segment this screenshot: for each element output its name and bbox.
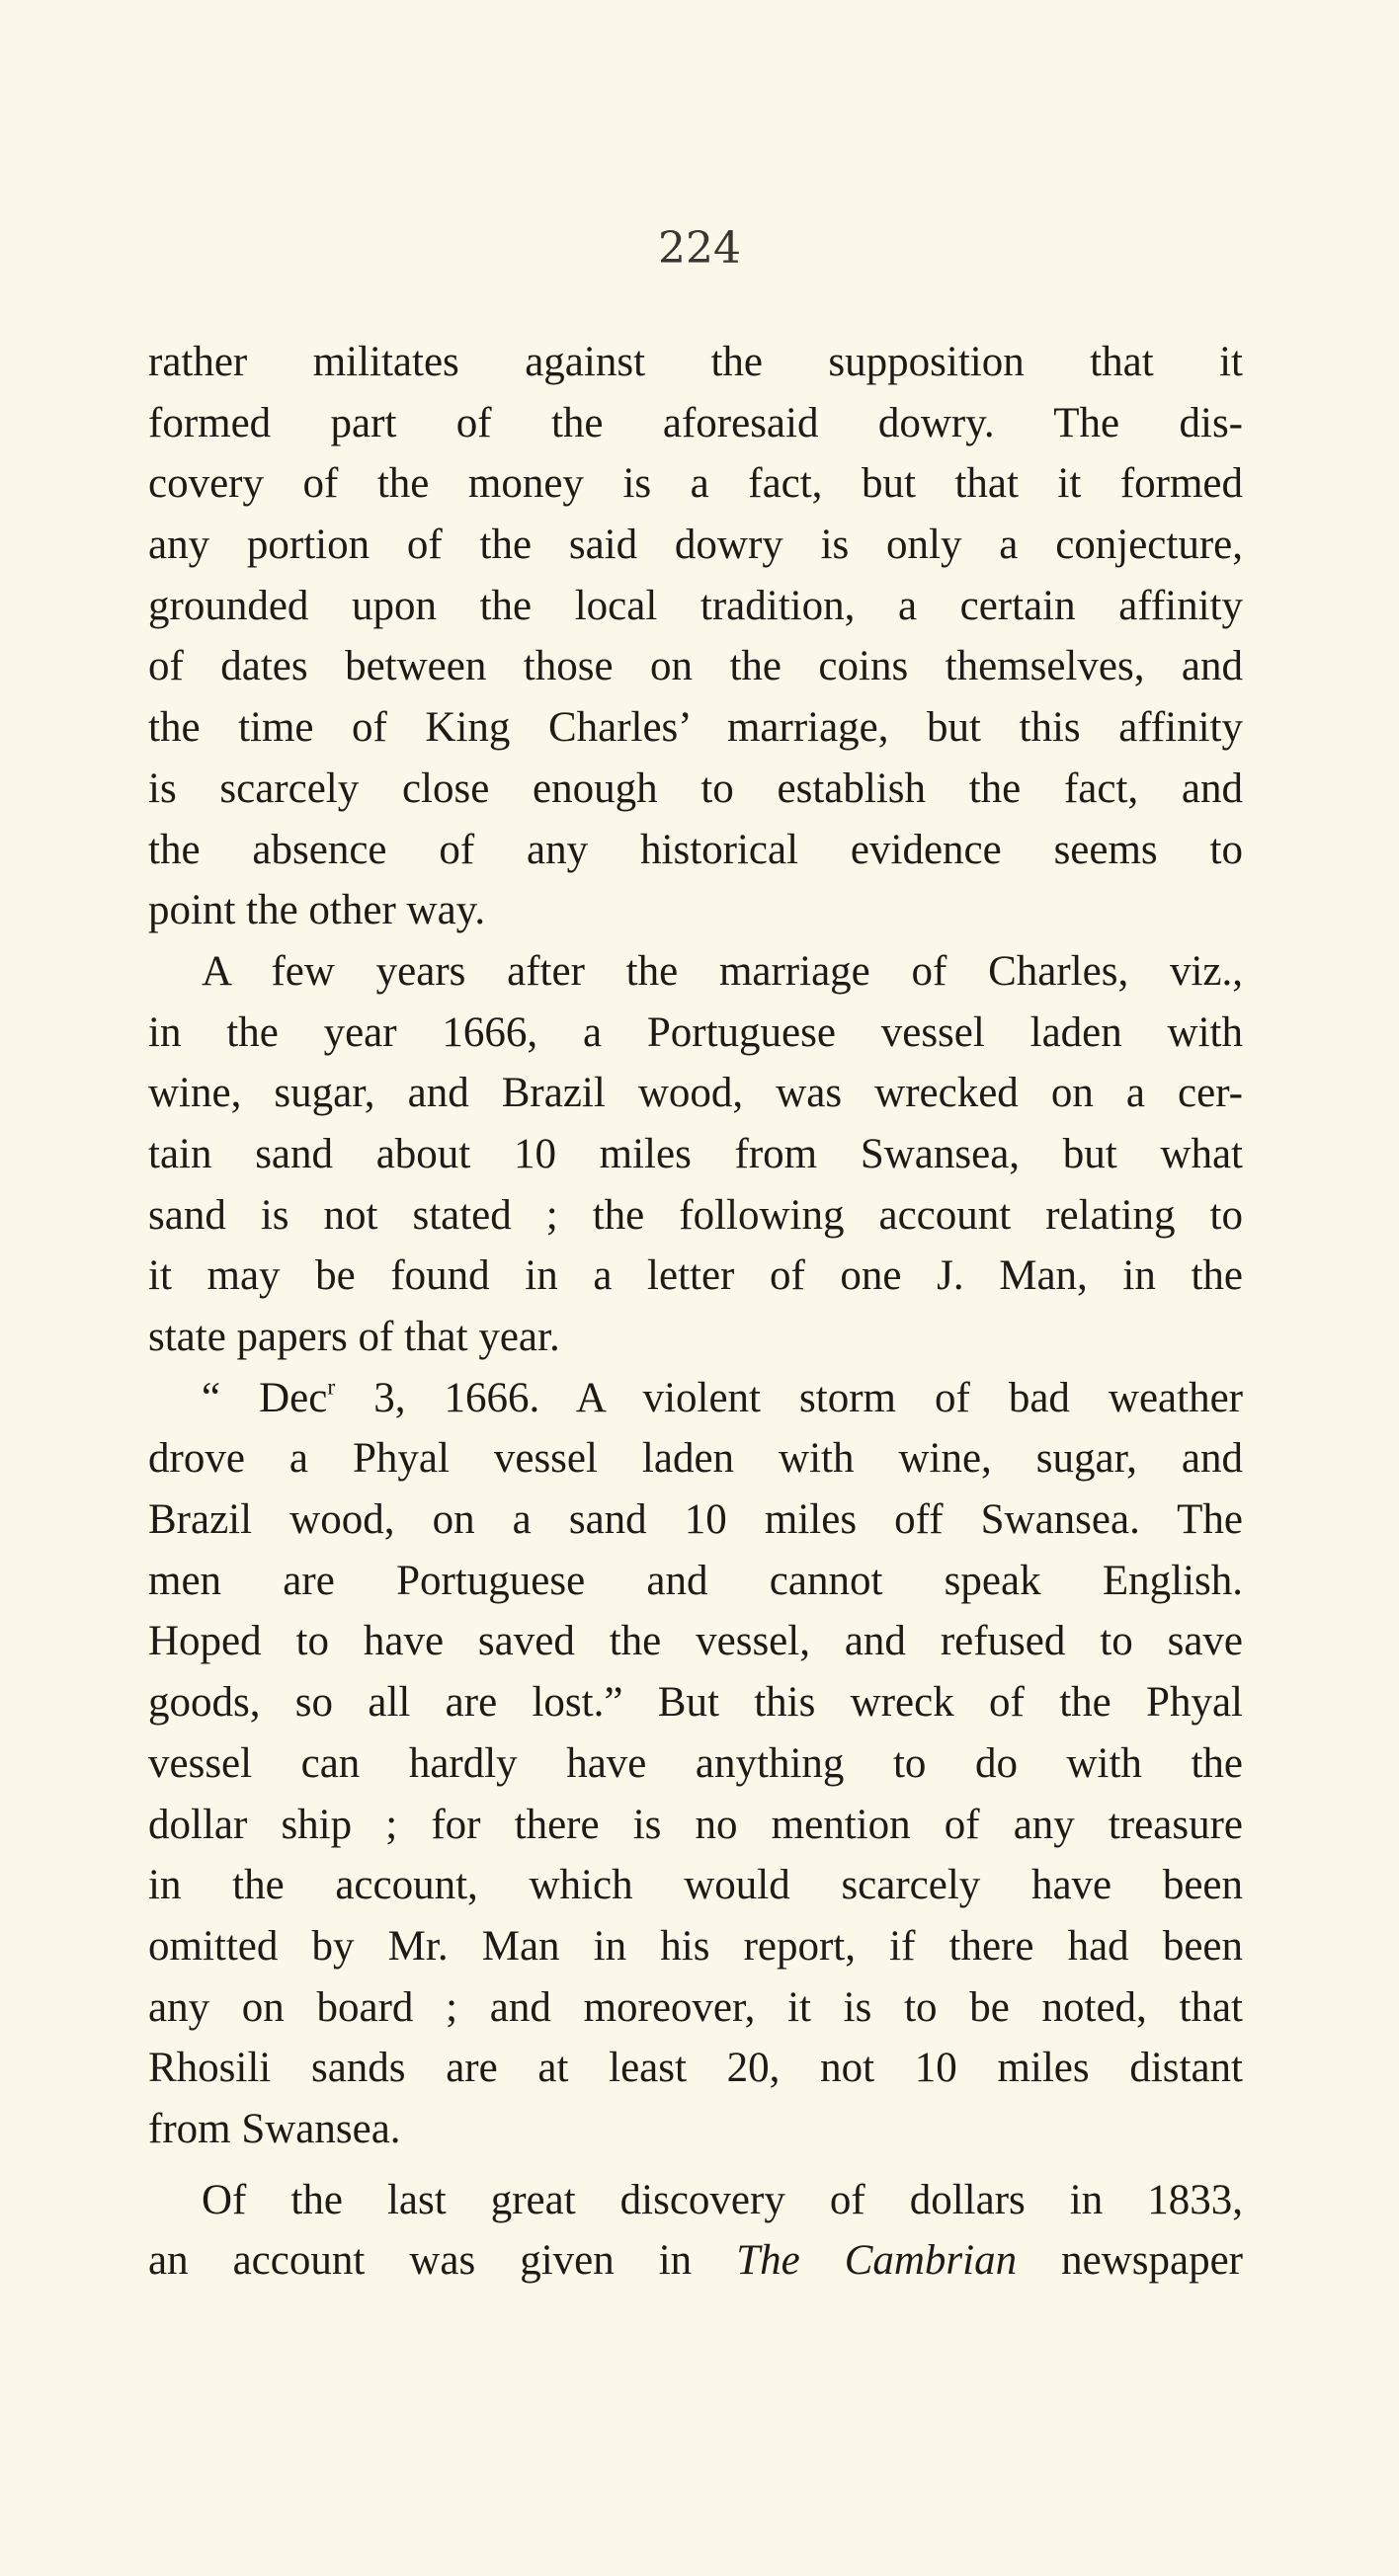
- text-line: Hoped to have saved the vessel, and refused to save: [148, 1618, 1243, 1665]
- text-line-with-title: [148, 2230, 1243, 2292]
- text-line-quote-opening: [148, 1368, 1243, 1429]
- newspaper-title: The Cambrian: [736, 2237, 1018, 2285]
- text-line: grounded upon the local tradition, a certain affinity: [148, 582, 1243, 629]
- paragraph: [148, 332, 1243, 941]
- text-line: any on board ; and moreover, it is to be noted, that: [148, 1983, 1243, 2031]
- text-line: from Swansea.: [148, 2105, 401, 2152]
- text-line: in the account, which would scarcely have been: [148, 1862, 1243, 1909]
- text-line: is scarcely close enough to establish the fact, and: [148, 765, 1243, 812]
- text-line: Of the last great discovery of dollars in 1833,: [202, 2176, 1243, 2223]
- text-after-title: newspaper: [1017, 2237, 1243, 2285]
- paragraph: [148, 941, 1243, 1368]
- text-line: covery of the money is a fact, but that it formed: [148, 460, 1243, 508]
- text-line: state papers of that year.: [148, 1314, 560, 1360]
- text-line: Rhosili sands are at least 20, not 10 miles distant: [148, 2045, 1243, 2092]
- page-number: 224: [658, 223, 741, 274]
- text-line: Brazil wood, on a sand 10 miles off Swansea. The: [148, 1496, 1243, 1544]
- text-line: the time of King Charles’ marriage, but this affinity: [148, 704, 1243, 752]
- quote-open-text: “ Dec: [202, 1374, 328, 1421]
- text-line: any portion of the said dowry is only a conjecture,: [148, 522, 1243, 569]
- text-before-title: an account was given in: [148, 2237, 737, 2285]
- text-line: the absence of any historical evidence seems to: [148, 826, 1243, 873]
- text-line: men are Portuguese and cannot speak English.: [148, 1557, 1243, 1604]
- text-line: point the other way.: [148, 887, 486, 934]
- text-line: of dates between those on the coins themselves, and: [148, 643, 1243, 690]
- text-line: formed part of the aforesaid dowry. The dis-: [148, 399, 1243, 446]
- text-line: goods, so all are lost.” But this wreck of the Phyal: [148, 1679, 1243, 1727]
- text-line: wine, sugar, and Brazil wood, was wrecked on a cer-: [148, 1070, 1243, 1117]
- text-line: drove a Phyal vessel laden with wine, sugar, and: [148, 1435, 1243, 1483]
- paragraph: [148, 2170, 1243, 2292]
- text-line: A few years after the marriage of Charles, viz.,: [202, 947, 1243, 995]
- paragraph: [148, 1368, 1243, 2160]
- text-line: it may be found in a letter of one J. Man, in the: [148, 1252, 1243, 1300]
- text-line: in the year 1666, a Portuguese vessel laden with: [148, 1008, 1243, 1056]
- text-line: rather militates against the supposition that it: [148, 339, 1243, 385]
- text-line: vessel can hardly have anything to do with the: [148, 1739, 1243, 1787]
- text-line: omitted by Mr. Man in his report, if there had been: [148, 1922, 1243, 1970]
- text-line: sand is not stated ; the following account relating to: [148, 1191, 1243, 1239]
- superscript: r: [327, 1373, 336, 1400]
- paragraph-gap: [148, 2160, 1243, 2170]
- body-text: [148, 332, 1243, 2292]
- text-line: dollar ship ; for there is no mention of any treasure: [148, 1801, 1243, 1848]
- text-line: tain sand about 10 miles from Swansea, but what: [148, 1130, 1243, 1177]
- quote-date-text: 3, 1666. A violent storm of bad weather: [335, 1374, 1243, 1421]
